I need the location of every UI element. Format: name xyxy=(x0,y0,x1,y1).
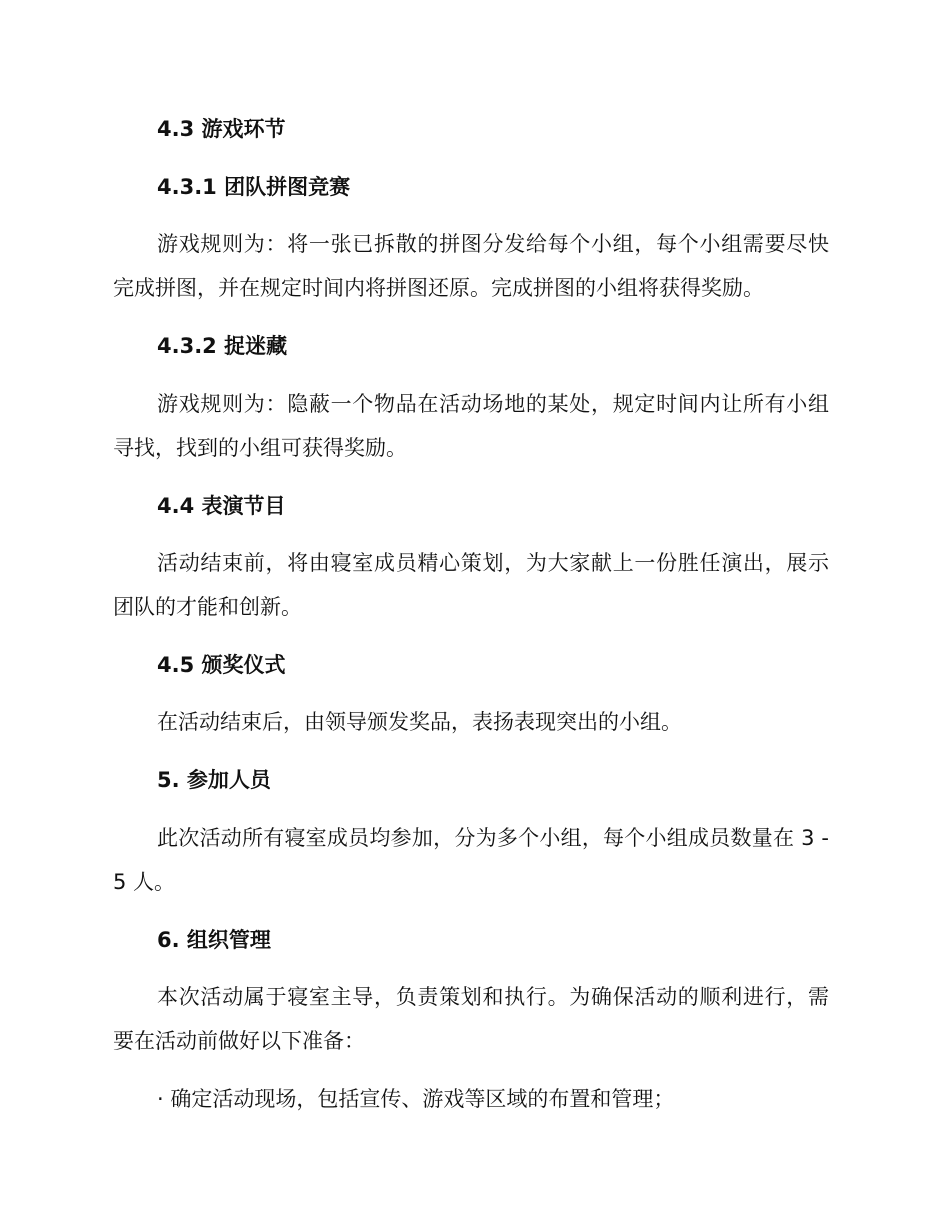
paragraph-4-3-2-line-1: 游戏规则为：隐蔽一个物品在活动场地的某处，规定时间内让所有小组 xyxy=(157,392,829,416)
paragraph-4-4-line-2: 团队的才能和创新。 xyxy=(113,595,302,619)
section-heading-4-5: 4.5 颁奖仪式 xyxy=(157,653,286,677)
section-heading-4-3: 4.3 游戏环节 xyxy=(157,117,286,141)
paragraph-4-3-1-line-1: 游戏规则为：将一张已拆散的拼图分发给每个小组，每个小组需要尽快 xyxy=(157,232,829,256)
section-heading-4-4: 4.4 表演节目 xyxy=(157,494,286,518)
section-heading-4-3-1: 4.3.1 团队拼图竞赛 xyxy=(157,175,351,199)
paragraph-4-3-1-line-2: 完成拼图，并在规定时间内将拼图还原。完成拼图的小组将获得奖励。 xyxy=(113,276,764,300)
paragraph-5-line-2: 5 人。 xyxy=(113,870,176,894)
paragraph-4-5-line-1: 在活动结束后，由领导颁发奖品，表扬表现突出的小组。 xyxy=(157,710,682,734)
section-heading-4-3-2: 4.3.2 捉迷藏 xyxy=(157,334,288,358)
paragraph-6-line-1: 本次活动属于寝室主导，负责策划和执行。为确保活动的顺利进行，需 xyxy=(157,985,829,1009)
section-heading-6: 6. 组织管理 xyxy=(157,928,271,952)
section-heading-5: 5. 参加人员 xyxy=(157,768,271,792)
paragraph-4-3-2-line-2: 寻找，找到的小组可获得奖励。 xyxy=(113,436,407,460)
bullet-item-1: · 确定活动现场，包括宣传、游戏等区域的布置和管理； xyxy=(157,1087,675,1111)
paragraph-6-line-2: 要在活动前做好以下准备： xyxy=(113,1029,365,1053)
paragraph-4-4-line-1: 活动结束前，将由寝室成员精心策划，为大家献上一份胜任演出，展示 xyxy=(157,551,829,575)
paragraph-5-line-1: 此次活动所有寝室成员均参加，分为多个小组，每个小组成员数量在 3 - xyxy=(157,826,829,850)
